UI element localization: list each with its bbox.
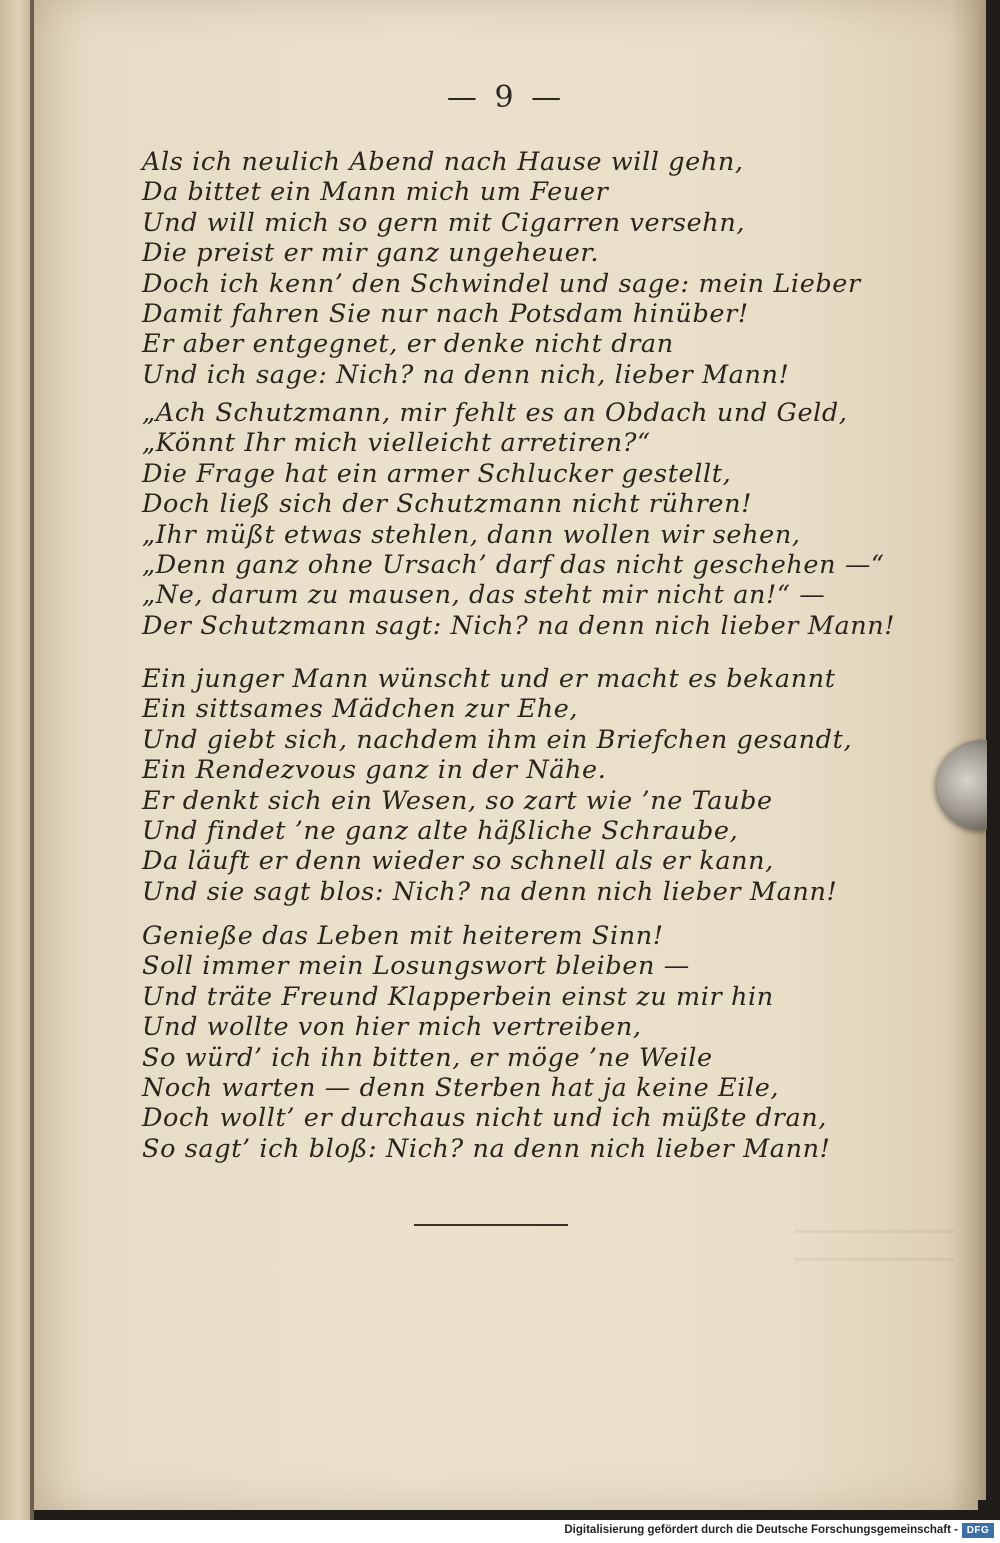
verse-line: Ein junger Mann wünscht und er macht es bekannt	[142, 664, 836, 694]
verse-line: Da bittet ein Mann mich um Feuer	[142, 177, 609, 208]
verse-line: Und träte Freund Klapperbein einst zu mir hin	[142, 981, 774, 1012]
stanza-4	[142, 921, 942, 1164]
verse-line: Und will mich so gern mit Cigarren versehn,	[142, 207, 746, 238]
verse-line: Doch ich kenn’ den Schwindel und sage: mein Lieber	[142, 268, 861, 299]
verse-line: Noch warten — denn Sterben hat ja keine Eile,	[142, 1073, 780, 1104]
verse-line: Genieße das Leben mit heiterem Sinn!	[142, 921, 664, 951]
stanza-1	[142, 147, 942, 390]
verse-line: Damit fahren Sie nur nach Potsdam hinüber!	[142, 299, 749, 330]
verse-line: So würd’ ich ihn bitten, er möge ’ne Weile	[142, 1042, 713, 1073]
verse-line: Und ich sage: Nich? na denn nich, lieber Mann!	[142, 359, 790, 390]
verse-line: Doch wollt’ er durchaus nicht und ich müßte dran,	[142, 1103, 828, 1134]
book-page	[34, 0, 978, 1510]
verse-line: Und giebt sich, nachdem ihm ein Briefchen gesandt,	[142, 724, 853, 755]
footer-bar	[0, 1520, 1000, 1543]
verse-line: „Denn ganz ohne Ursach’ darf das nicht geschehen —“	[142, 550, 885, 581]
end-rule	[414, 1224, 568, 1226]
verse-line: „Ach Schutzmann, mir fehlt es an Obdach und Geld,	[142, 398, 848, 428]
show-through-text	[794, 1230, 954, 1270]
verse-line: Der Schutzmann sagt: Nich? na denn nich lieber Mann!	[142, 610, 896, 641]
verse-line: Die Frage hat ein armer Schlucker gestellt,	[142, 458, 732, 489]
verse-line: Doch ließ sich der Schutzmann nicht rühren!	[142, 489, 752, 520]
stanza-2	[142, 398, 942, 641]
stanza-3	[142, 664, 942, 907]
verse-line: Soll immer mein Losungswort bleiben —	[142, 951, 690, 982]
verse-line: Als ich neulich Abend nach Hause will gehn,	[142, 147, 744, 177]
verse-line: Und sie sagt blos: Nich? na denn nich lieber Mann!	[142, 876, 838, 907]
page-number: — 9 —	[446, 80, 566, 115]
verse-line: „Könnt Ihr mich vielleicht arretiren?“	[142, 428, 651, 459]
verse-line: Ein Rendezvous ganz in der Nähe.	[142, 755, 607, 786]
dfg-logo-icon: DFG	[962, 1523, 994, 1538]
facing-page-edge	[0, 0, 34, 1520]
verse-line: Er aber entgegnet, er denke nicht dran	[142, 329, 674, 360]
verse-line: „Ihr müßt etwas stehlen, dann wollen wir sehen,	[142, 519, 801, 550]
verse-line: Er denkt sich ein Wesen, so zart wie ’ne Taube	[142, 785, 773, 816]
verse-line: Und findet ’ne ganz alte häßliche Schraube,	[142, 816, 739, 847]
verse-line: Da läuft er denn wieder so schnell als er kann,	[142, 846, 774, 877]
verse-line: „Ne, darum zu mausen, das steht mir nicht an!“ —	[142, 580, 826, 611]
verse-line: Die preist er mir ganz ungeheuer.	[142, 238, 600, 269]
verse-line: Ein sittsames Mädchen zur Ehe,	[142, 694, 579, 725]
verse-line: So sagt’ ich bloß: Nich? na denn nich lieber Mann!	[142, 1133, 831, 1164]
funding-notice: Digitalisierung gefördert durch die Deutsche Forschungsgemeinschaft -	[564, 1524, 958, 1536]
verse-line: Und wollte von hier mich vertreiben,	[142, 1012, 642, 1043]
